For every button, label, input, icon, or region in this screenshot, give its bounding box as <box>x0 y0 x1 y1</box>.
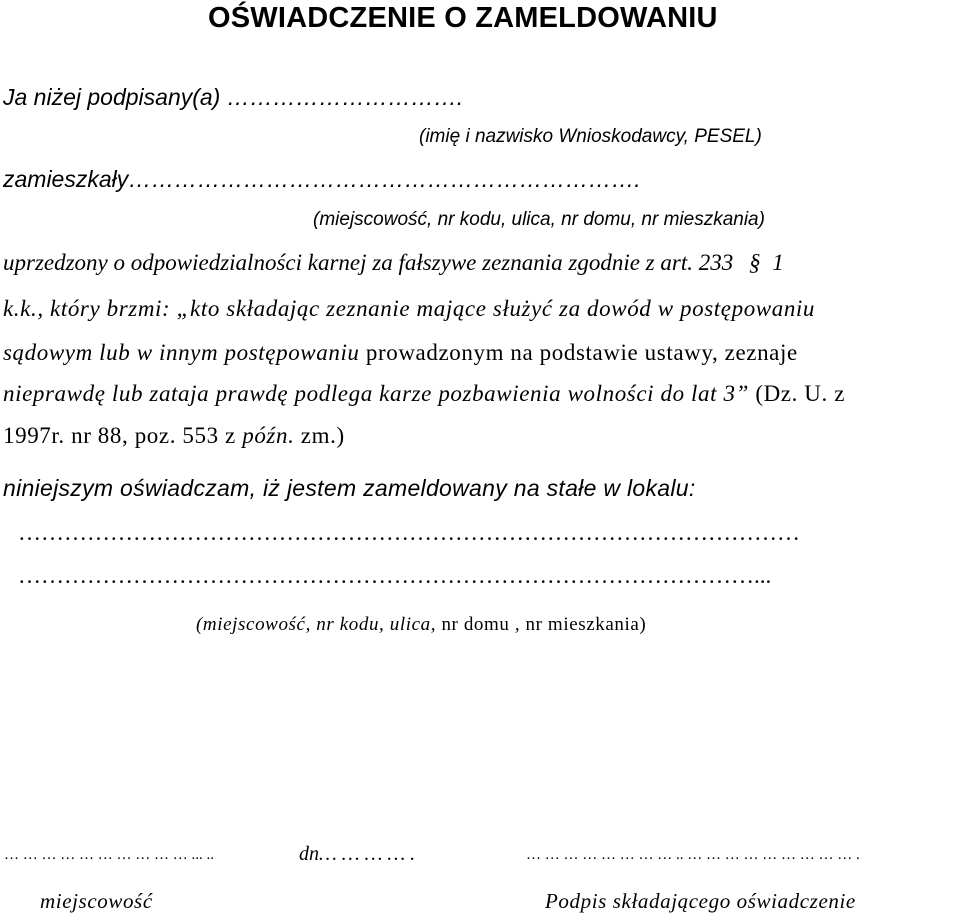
paragraph-text: prowadzonym na podstawie ustawy, zeznaje <box>365 340 798 365</box>
signature-row <box>0 843 960 867</box>
place-dots: … … … … … … … … … … ... .. <box>4 847 214 863</box>
place-label: miejscowość <box>40 889 153 913</box>
paragraph-text-italic: późn. <box>242 423 295 448</box>
address-dots-line-2: ……………………………………………………………………………………... <box>18 563 772 588</box>
paragraph-line-3 <box>3 340 798 366</box>
paragraph-line-4 <box>3 381 845 407</box>
declaration-line: niniejszym oświadczam, iż jestem zameldowany na stałe w lokalu: <box>3 475 696 501</box>
resident-line: zamieszkały…………………………………………………………. <box>3 166 641 192</box>
paragraph-text: 1997r. nr 88, poz. 553 z <box>3 423 236 448</box>
hint-text: nr domu , nr mieszkania) <box>441 614 647 635</box>
paragraph-text-italic: sądowym lub w innym postępowaniu <box>3 340 360 365</box>
address-hint-2 <box>196 614 646 636</box>
name-hint: (imię i nazwisko Wnioskodawcy, PESEL) <box>419 126 762 147</box>
paragraph-line-1 <box>3 250 784 276</box>
signed-line: Ja niżej podpisany(a) …………………………. <box>3 84 464 110</box>
section-sign: § <box>748 250 761 275</box>
paragraph-text: (Dz. U. z <box>755 381 846 406</box>
document-title: OŚWIADCZENIE O ZAMELDOWANIU <box>208 2 718 34</box>
signature-dots: … … … … … … … … .. … … … … … … … … … . <box>526 847 860 863</box>
signature-label: Podpis składającego oświadczenie <box>545 889 856 913</box>
hint-text-italic: (miejscowość, nr kodu, ulica, <box>196 614 437 635</box>
paragraph-line-2: k.k., który brzmi: „kto składając zeznanie mające służyć za dowód w postępowaniu <box>3 296 816 321</box>
date-field: dn… … … … . <box>299 843 416 865</box>
address-hint: (miejscowość, nr kodu, ulica, nr domu, nr mieszkania) <box>313 209 765 230</box>
section-number: 1 <box>772 250 784 275</box>
address-dots-line-1: ………………………………………………………………………………………… <box>18 520 800 545</box>
paragraph-text: uprzedzony o odpowiedzialności karnej za fałszywe zeznania zgodnie z art. 233 <box>3 250 734 275</box>
paragraph-text: zm.) <box>300 423 345 448</box>
paragraph-line-5 <box>3 423 345 449</box>
paragraph-text-italic: nieprawdę lub zataja prawdę podlega karze pozbawienia wolności do lat 3” <box>3 381 749 406</box>
